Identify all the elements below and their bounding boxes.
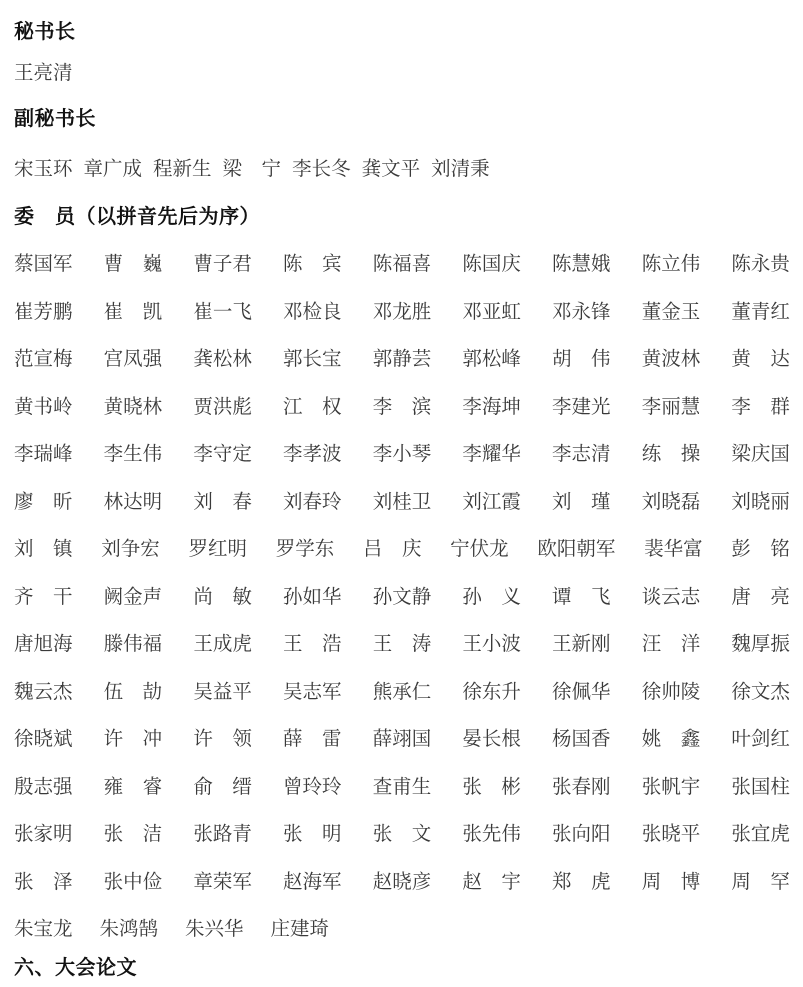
member-name: 刘 瑾 bbox=[552, 491, 611, 513]
member-name: 梁 宁 bbox=[222, 159, 282, 180]
member-name: 宫凤强 bbox=[103, 349, 163, 370]
member-row bbox=[14, 253, 790, 277]
member-row bbox=[14, 871, 790, 895]
member-name: 齐 干 bbox=[14, 586, 73, 608]
member-name: 庄建琦 bbox=[270, 919, 330, 940]
member-name: 彭 铭 bbox=[731, 539, 790, 560]
member-name: 张春刚 bbox=[552, 776, 611, 798]
member-name: 张 明 bbox=[283, 824, 342, 845]
member-name: 唐旭海 bbox=[14, 634, 73, 655]
member-name: 汪 洋 bbox=[641, 634, 701, 655]
member-name: 刘争宏 bbox=[101, 539, 160, 560]
member-name: 崔 凯 bbox=[103, 301, 163, 323]
member-name: 李 群 bbox=[731, 396, 790, 418]
member-name: 李建光 bbox=[552, 396, 611, 418]
member-name: 张国柱 bbox=[731, 776, 790, 798]
member-name: 郑 虎 bbox=[552, 871, 611, 893]
member-name: 李生伟 bbox=[103, 444, 163, 465]
member-name: 陈 宾 bbox=[283, 254, 342, 275]
member-name: 许 冲 bbox=[103, 729, 163, 750]
member-name: 许 领 bbox=[193, 729, 252, 750]
member-name: 周 罕 bbox=[731, 871, 790, 893]
member-name: 林达明 bbox=[103, 491, 163, 513]
member-name: 黄晓林 bbox=[103, 396, 163, 418]
member-name: 李小琴 bbox=[372, 444, 432, 465]
member-name: 刘桂卫 bbox=[372, 491, 432, 513]
member-name: 徐东升 bbox=[462, 681, 521, 703]
member-name: 章荣军 bbox=[193, 871, 252, 893]
member-name: 刘 镇 bbox=[14, 539, 73, 560]
member-name: 姚 鑫 bbox=[641, 729, 701, 750]
member-name: 张中俭 bbox=[103, 871, 163, 893]
member-name: 宋玉环 bbox=[14, 159, 73, 180]
member-name: 刘春玲 bbox=[283, 491, 342, 513]
member-name: 周 博 bbox=[641, 871, 701, 893]
member-name: 叶剑红 bbox=[731, 729, 790, 750]
member-name: 查甫生 bbox=[372, 776, 432, 798]
member-name: 张家明 bbox=[14, 824, 73, 845]
member-name: 邓检良 bbox=[283, 301, 342, 323]
member-name: 黄书岭 bbox=[14, 396, 73, 418]
member-row bbox=[14, 681, 790, 705]
member-name: 孙 义 bbox=[462, 586, 521, 608]
member-name: 李长冬 bbox=[292, 159, 351, 180]
member-name: 刘 春 bbox=[193, 491, 252, 513]
member-row bbox=[14, 918, 790, 942]
member-name: 董青红 bbox=[731, 301, 790, 323]
member-name: 刘江霞 bbox=[462, 491, 521, 513]
member-name: 郭长宝 bbox=[283, 349, 342, 370]
member-name: 魏云杰 bbox=[14, 681, 73, 703]
member-name: 徐佩华 bbox=[552, 681, 611, 703]
member-name: 陈慧娥 bbox=[552, 254, 611, 275]
member-name: 赵海军 bbox=[283, 871, 342, 893]
member-name: 赵 宇 bbox=[462, 871, 521, 893]
member-name: 郭静芸 bbox=[372, 349, 432, 370]
member-name: 曹 巍 bbox=[103, 254, 163, 275]
member-name: 俞 缙 bbox=[193, 776, 252, 798]
member-name: 滕伟福 bbox=[103, 634, 163, 655]
member-name: 王小波 bbox=[462, 634, 521, 655]
member-row bbox=[14, 491, 790, 515]
member-name: 尚 敏 bbox=[193, 586, 252, 608]
member-name: 杨国香 bbox=[552, 729, 611, 750]
member-name: 黄波林 bbox=[641, 349, 701, 370]
conference-papers-heading: 六、大会论文 bbox=[14, 957, 137, 979]
member-name: 黄 达 bbox=[731, 349, 790, 370]
member-name: 练 操 bbox=[641, 444, 701, 465]
member-name: 章广成 bbox=[83, 159, 143, 180]
member-name: 雍 睿 bbox=[103, 776, 163, 798]
member-name: 曾玲玲 bbox=[283, 776, 342, 798]
member-name: 龚松林 bbox=[193, 349, 252, 370]
member-name: 张先伟 bbox=[462, 824, 521, 845]
member-name: 崔一飞 bbox=[193, 301, 252, 323]
member-name: 徐帅陵 bbox=[641, 681, 701, 703]
member-row bbox=[14, 728, 790, 752]
member-name: 刘清秉 bbox=[431, 159, 490, 180]
member-name: 张 泽 bbox=[14, 871, 73, 893]
member-name: 吴益平 bbox=[193, 681, 252, 703]
member-row bbox=[14, 538, 790, 562]
member-name: 张 彬 bbox=[462, 776, 521, 798]
member-name: 刘晓丽 bbox=[731, 491, 790, 513]
member-name: 殷志强 bbox=[14, 776, 73, 798]
member-name: 刘晓磊 bbox=[641, 491, 701, 513]
member-name: 徐晓斌 bbox=[14, 729, 73, 750]
member-name: 王 涛 bbox=[372, 634, 432, 655]
secretary-general-heading: 秘书长 bbox=[14, 21, 76, 43]
member-name: 张宜虎 bbox=[731, 824, 790, 845]
member-name: 廖 昕 bbox=[14, 491, 73, 513]
member-name: 陈立伟 bbox=[641, 254, 701, 275]
member-name: 孙如华 bbox=[283, 586, 342, 608]
member-row bbox=[14, 301, 790, 325]
member-row bbox=[14, 633, 790, 657]
member-name: 董金玉 bbox=[641, 301, 701, 323]
member-name: 陈国庆 bbox=[462, 254, 521, 275]
member-name: 赵晓彦 bbox=[372, 871, 432, 893]
member-name: 郭松峰 bbox=[462, 349, 521, 370]
member-name: 李海坤 bbox=[462, 396, 521, 418]
members-heading: 委 员（以拼音先后为序） bbox=[14, 206, 260, 228]
member-name: 王 浩 bbox=[283, 634, 342, 655]
member-name: 陈永贵 bbox=[731, 254, 790, 275]
member-name: 龚文平 bbox=[361, 159, 421, 180]
member-name: 徐文杰 bbox=[731, 681, 790, 703]
member-name: 谈云志 bbox=[641, 586, 701, 608]
member-name: 邓亚虹 bbox=[462, 301, 521, 323]
member-name: 张路青 bbox=[193, 824, 252, 845]
deputy-secretary-general-heading: 副秘书长 bbox=[14, 108, 96, 130]
member-row bbox=[14, 348, 790, 372]
member-name: 王新刚 bbox=[552, 634, 611, 655]
secretary-general-names: 王亮清 bbox=[14, 63, 73, 84]
member-name: 胡 伟 bbox=[552, 349, 611, 370]
member-name: 罗学东 bbox=[275, 539, 335, 560]
member-name: 伍 劼 bbox=[103, 681, 163, 703]
member-name: 张 文 bbox=[372, 824, 432, 845]
member-name: 王成虎 bbox=[193, 634, 252, 655]
member-name: 魏厚振 bbox=[731, 634, 790, 655]
members-list bbox=[14, 253, 790, 942]
member-name: 罗红明 bbox=[188, 539, 247, 560]
member-name: 陈福喜 bbox=[372, 254, 432, 275]
member-name: 晏长根 bbox=[462, 729, 521, 750]
member-name: 宁伏龙 bbox=[450, 539, 509, 560]
member-name: 朱鸿鹄 bbox=[99, 919, 159, 940]
member-name: 薛翊国 bbox=[372, 729, 432, 750]
member-row bbox=[14, 823, 790, 847]
member-name: 欧阳朝军 bbox=[537, 539, 616, 560]
member-name: 孙文静 bbox=[372, 586, 432, 608]
member-name: 熊承仁 bbox=[372, 681, 432, 703]
member-name: 裴华富 bbox=[644, 539, 703, 560]
member-name: 朱宝龙 bbox=[14, 919, 73, 940]
member-name: 梁庆国 bbox=[731, 444, 790, 465]
member-name: 李孝波 bbox=[283, 444, 342, 465]
member-row bbox=[14, 443, 790, 467]
member-name: 张帆宇 bbox=[641, 776, 701, 798]
member-name: 李丽慧 bbox=[641, 396, 701, 418]
member-name: 曹子君 bbox=[193, 254, 252, 275]
deputy-secretary-general-names bbox=[14, 158, 790, 182]
member-name: 贾洪彪 bbox=[193, 396, 252, 418]
member-name: 崔芳鹏 bbox=[14, 301, 73, 323]
member-name: 李耀华 bbox=[462, 444, 521, 465]
member-row bbox=[14, 586, 790, 610]
member-name: 张向阳 bbox=[552, 824, 611, 845]
member-name: 邓龙胜 bbox=[372, 301, 432, 323]
member-name: 李志清 bbox=[552, 444, 611, 465]
member-name: 江 权 bbox=[283, 396, 342, 418]
member-name: 阙金声 bbox=[103, 586, 163, 608]
member-name: 朱兴华 bbox=[185, 919, 244, 940]
member-name: 李 滨 bbox=[372, 396, 432, 418]
member-name: 唐 亮 bbox=[731, 586, 790, 608]
member-name: 薛 雷 bbox=[283, 729, 342, 750]
member-name: 蔡国军 bbox=[14, 254, 73, 275]
member-name: 吕 庆 bbox=[362, 539, 422, 560]
member-name: 张晓平 bbox=[641, 824, 701, 845]
member-row bbox=[14, 776, 790, 800]
member-name: 程新生 bbox=[153, 159, 212, 180]
member-name: 张 洁 bbox=[103, 824, 163, 845]
member-row bbox=[14, 396, 790, 420]
member-name: 李瑞峰 bbox=[14, 444, 73, 465]
member-name: 吴志军 bbox=[283, 681, 342, 703]
member-name: 谭 飞 bbox=[552, 586, 611, 608]
member-name: 邓永锋 bbox=[552, 301, 611, 323]
member-name: 范宣梅 bbox=[14, 349, 73, 370]
member-name: 李守定 bbox=[193, 444, 252, 465]
